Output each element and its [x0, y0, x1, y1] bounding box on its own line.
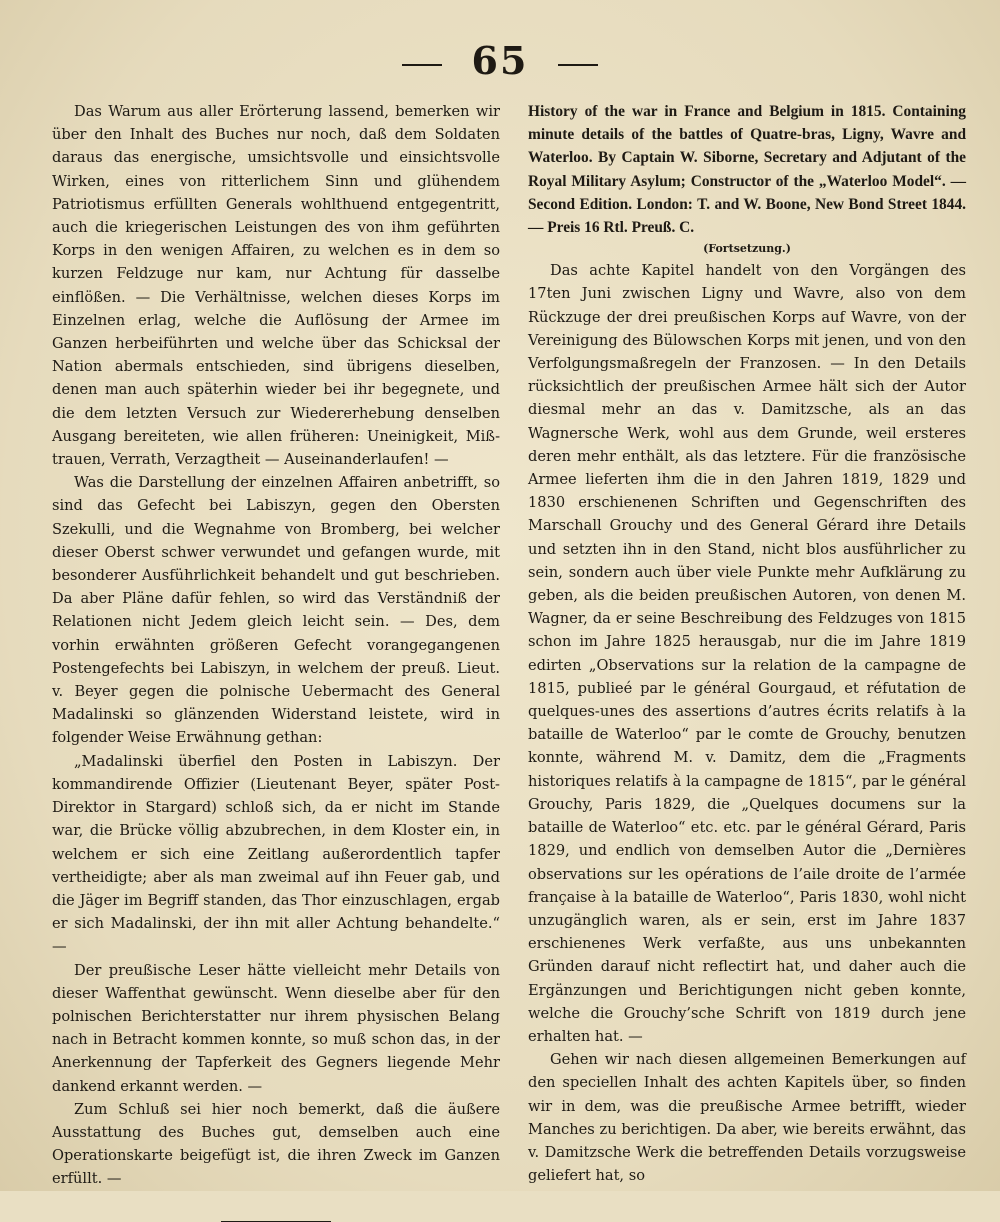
book-title: History of the war in France and Belgium in 1815. Containing minute details of the battles of Quatre-bras, Ligny, Wavre and Waterloo. By Captain W. Siborne, Secretary and Adjutant of the Royal Military Asylum; Constructor of the „Waterloo Model“. — Second Edition. London: T. and W. Boone, New Bond Street 1844. — Preis 16 Rtl. Preuß. C. — [528, 103, 966, 237]
page-number: 65 — [471, 38, 529, 83]
left-column — [52, 100, 500, 1222]
header-dash-left — [402, 64, 442, 66]
right-paragraph-1: Das achte Kapitel handelt von den Vorgängen des 17ten Juni zwischen Ligny und Wavre, also von dem Rückzuge der drei preußischen Korps auf Wavre, von der Vereinigung des Bülowschen Korps mit jenen, und von den Verfolgungsmaßregeln der Franzosen. — In den Details rücksichtlich der preußischen Armee hält sich der Autor diesmal mehr an das v. Damitzsche, als an das Wagnersche Werk, wohl aus dem Grunde, weil ersteres deren mehr enthält, als das letztere. Für die französische Armee lieferten ihm die in den Jahren 1819, 1829 und 1830 erschienenen Schriften und Gegenschriften des Marschall Grouchy und des General Gérard ihre Details und setzten ihn in den Stand, nicht blos ausführlicher zu sein, sondern auch über viele Punkte mehr Aufklärung zu geben, als die beiden preußischen Autoren, von denen M. Wagner, da er seine Beschreibung des Feldzuges von 1815 schon im Jahre 1825 herausgab, nur die im Jahre 1819 edirten „Observations sur la relation de la campagne de 1815, publieé par le général Gourgaud, et réfutation de quelques-unes des assertions d’autres écrits relatifs à la bataille de Waterloo“ par le comte de Grouchy, benutzen konnte, während M. v. Damitz, dem die „Fragments historiques relatifs à la campagne de 1815“, par le général Grouchy, Paris 1829, die „Quelques documens sur la bataille de Waterloo“ etc. etc. par le général Gérard, Paris 1829, und endlich von demselben Autor die „Dernières observations sur les opérations de l’aile droite de l’armée française à la bataille de Waterloo“, Paris 1830, wohl nicht unzugänglich waren, als er sein, erst im Jahre 1837 erschienenes Werk verfaßte, aus uns unbekannten Gründen darauf nicht reflectirt hat, und daher auch die Ergänzungen und Berichtigungen nicht geben konnte, welche die Grouchy’sche Schrift von 1819 durch jene erhalten hat. — — [528, 262, 966, 1045]
right-column — [528, 100, 966, 1187]
left-paragraph-3-quote: „Madalinski überfiel den Posten in Labiszyn. Der kommandirende Offizier (Lieutenant Beyer, später Post-Direktor in Stargard) schloß sich, da er nicht im Stande war, die Brücke völlig abzubrechen, in dem Kloster ein, in welchem er sich eine Zeitlang außerordentlich tapfer vertheidigte; aber als man zweimal auf ihn Feuer gab, und die Jäger im Begriff standen, das Thor einzuschlagen, ergab er sich Madalinski, der ihn mit aller Achtung behandelte.“ — — [52, 752, 500, 956]
header-dash-right — [558, 64, 598, 66]
left-paragraph-5: Zum Schluß sei hier noch bemerkt, daß die äußere Ausstattung des Buches gut, demselben auch eine Operationskarte beigefügt ist, die ihren Zweck im Ganzen erfüllt. — — [52, 1100, 500, 1188]
left-paragraph-1: Das Warum aus aller Erörterung lassend, bemerken wir über den Inhalt des Buches nur noch, daß dem Soldaten daraus das energische, umsichtsvolle und einsichtsvolle Wirken, eines von ritterlichem Sinn und glühendem Patriotismus erfüllten Generals wohlthuend entgegentritt, auch die kriegerischen Leistungen des von ihm geführten Korps in den wenigen Affairen, zu welchen es in dem so kurzen Feldzuge nur kam, nur Achtung für dasselbe einflößen. — Die Verhältnisse, welchen dieses Korps im Einzelnen erlag, welche die Auflösung der Armee im Ganzen herbeiführten und welche über das Schicksal der Nation abermals entschieden, sind übrigens dieselben, denen man auch späterhin wieder bei ihr begegnete, und die dem letzten Versuch zur Wiedererhebung denselben Ausgang bereiteten, wie allen früheren: Uneinigkeit, Mißtrauen, Verrath, Verzagtheit — Auseinanderlaufen! — — [52, 103, 500, 469]
page-header — [0, 38, 1000, 83]
end-rule — [221, 1221, 331, 1222]
right-paragraph-2: Gehen wir nach diesen allgemeinen Bemerkungen auf den speciellen Inhalt des achten Kapitels über, so finden wir in dem, was die preußische Armee betrifft, wieder Manches zu berichtigen. Da aber, wie bereits erwähnt, das v. Damitzsche Werk die betreffenden Details vorzugsweise geliefert hat, so — [528, 1051, 966, 1185]
left-paragraph-2: Was die Darstellung der einzelnen Affairen anbetrifft, so sind das Gefecht bei Labiszyn, gegen den Obersten Szekulli, und die Wegnahme von Bromberg, bei welcher dieser Oberst schwer verwundet und gefangen wurde, mit besonderer Ausführlichkeit behandelt und gut beschrieben. Da aber Pläne dafür fehlen, so wird das Verständniß der Relationen nicht Jedem gleich leicht sein. — Des, dem vorhin erwähnten größeren Gefecht vorangegangenen Postengefechts bei Labiszyn, in welchem der preuß. Lieut. v. Beyer gegen die polnische Uebermacht des General Madalinski so glänzenden Widerstand leistete, wird in folgender Weise Erwähnung gethan: — [52, 474, 500, 747]
left-paragraph-4: Der preußische Leser hätte vielleicht mehr Details von dieser Waffenthat gewünscht. Wenn dieselbe aber für den polnischen Berichterstatter nur ihrem physischen Belang nach in Betracht kommen konnte, so muß schon das, in der Anerkennung der Tapferkeit des Gegners liegende Mehr dankend erkannt werden. — — [52, 961, 500, 1095]
continuation-note: (Fortsetzung.) — [703, 242, 791, 256]
